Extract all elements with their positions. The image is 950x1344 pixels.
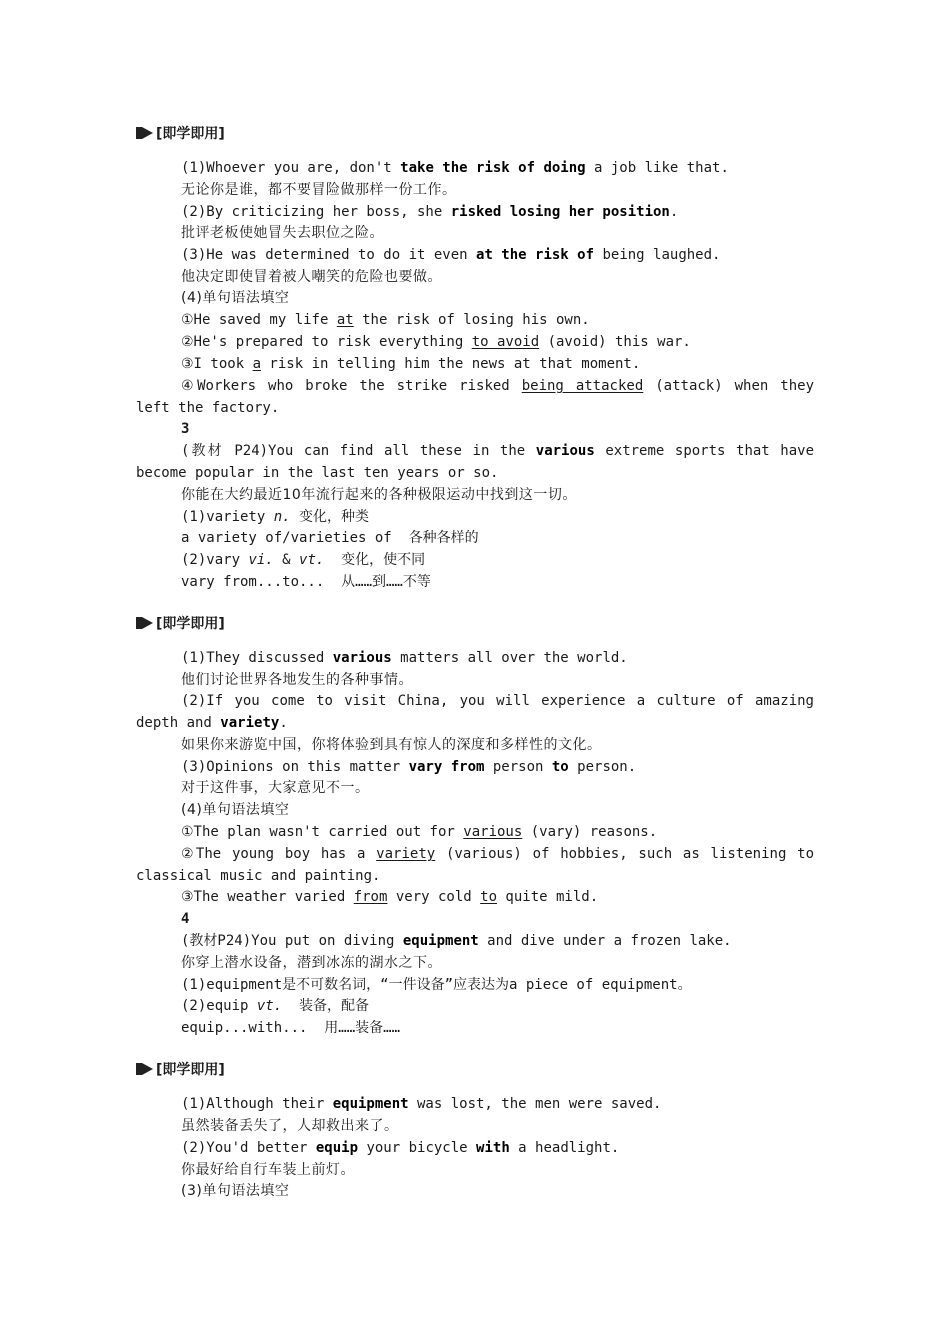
vocab-note: equip...with... 用……装备…… <box>181 1020 401 1036</box>
textbook-sentence-continued: become popular in the last ten years or so. <box>136 465 499 481</box>
play-marker-icon <box>136 1062 154 1076</box>
example-line: (2)By criticizing her boss, she risked losing her position. <box>181 204 679 220</box>
example-line-continued: depth and variety. <box>136 715 288 731</box>
vocab-note: (2)vary vi. & vt. 变化，使不同 <box>181 552 426 568</box>
translation-line: 如果你来游览中国，你将体验到具有惊人的深度和多样性的文化。 <box>181 737 602 753</box>
section-heading <box>136 123 225 143</box>
vocab-note: a variety of/varieties of 各种各样的 <box>181 530 479 546</box>
exercise-title: (4)单句语法填空 <box>181 290 290 306</box>
exercise-item: ②The young boy has a variety (various) of hobbies, such as listening to <box>181 846 815 862</box>
play-marker-icon <box>136 616 154 630</box>
exercise-item: ②He's prepared to risk everything to avoid (avoid) this war. <box>181 334 691 350</box>
exercise-item: ①He saved my life at the risk of losing his own. <box>181 312 590 328</box>
example-line: (1)Whoever you are, don't take the risk of doing a job like that. <box>181 160 729 176</box>
example-line: (1)They discussed various matters all over the world. <box>181 650 628 666</box>
example-line: (1)Although their equipment was lost, the men were saved. <box>181 1096 662 1112</box>
example-line: (3)Opinions on this matter vary from person to person. <box>181 759 637 775</box>
heading-text: [即学即用] <box>156 126 225 142</box>
exercise-item: ③I took a risk in telling him the news at that moment. <box>181 356 641 372</box>
exercise-title: (3)单句语法填空 <box>181 1183 290 1199</box>
exercise-item: ③The weather varied from very cold to quite mild. <box>181 889 599 905</box>
heading-text: [即学即用] <box>156 616 225 632</box>
section-heading <box>136 613 225 633</box>
exercise-title: (4)单句语法填空 <box>181 802 290 818</box>
translation-line: 你最好给自行车装上前灯。 <box>181 1162 355 1178</box>
heading-text: [即学即用] <box>156 1062 225 1078</box>
item-number: 4 <box>181 911 190 927</box>
example-line: (2)You'd better equip your bicycle with a headlight. <box>181 1140 620 1156</box>
textbook-sentence: (教材 P24)You can find all these in the various extreme sports that have <box>181 443 814 459</box>
example-line: (3)He was determined to do it even at the risk of being laughed. <box>181 247 721 263</box>
translation-line: 你穿上潜水设备，潜到冰冻的湖水之下。 <box>181 955 442 971</box>
vocab-note: (2)equip vt. 装备，配备 <box>181 998 370 1014</box>
translation-line: 他决定即使冒着被人嘲笑的危险也要做。 <box>181 269 442 285</box>
translation-line: 虽然装备丢失了，人却救出来了。 <box>181 1118 399 1134</box>
exercise-item-continued: left the factory. <box>136 400 280 416</box>
vocab-note: (1)variety n. 变化，种类 <box>181 509 370 525</box>
item-number: 3 <box>181 421 190 437</box>
exercise-item: ④Workers who broke the strike risked being attacked (attack) when they <box>181 378 815 394</box>
translation-line: 他们讨论世界各地发生的各种事情。 <box>181 672 413 688</box>
example-line: (2)If you come to visit China, you will experience a culture of amazing <box>181 693 814 709</box>
translation-line: 批评老板使她冒失去职位之险。 <box>181 225 384 241</box>
translation-line: 对于这件事，大家意见不一。 <box>181 780 370 796</box>
vocab-note: vary from...to... 从……到……不等 <box>181 574 431 590</box>
exercise-item: ①The plan wasn't carried out for various (vary) reasons. <box>181 824 658 840</box>
vocab-note: (1)equipment是不可数名词，“一件设备”应表达为a piece of equipment。 <box>181 977 692 993</box>
exercise-item-continued: classical music and painting. <box>136 868 381 884</box>
section-heading <box>136 1059 225 1079</box>
play-marker-icon <box>136 126 154 140</box>
translation-line: 你能在大约最近10年流行起来的各种极限运动中找到这一切。 <box>181 487 577 503</box>
textbook-sentence: (教材P24)You put on diving equipment and dive under a frozen lake. <box>181 933 732 949</box>
translation-line: 无论你是谁，都不要冒险做那样一份工作。 <box>181 182 457 198</box>
